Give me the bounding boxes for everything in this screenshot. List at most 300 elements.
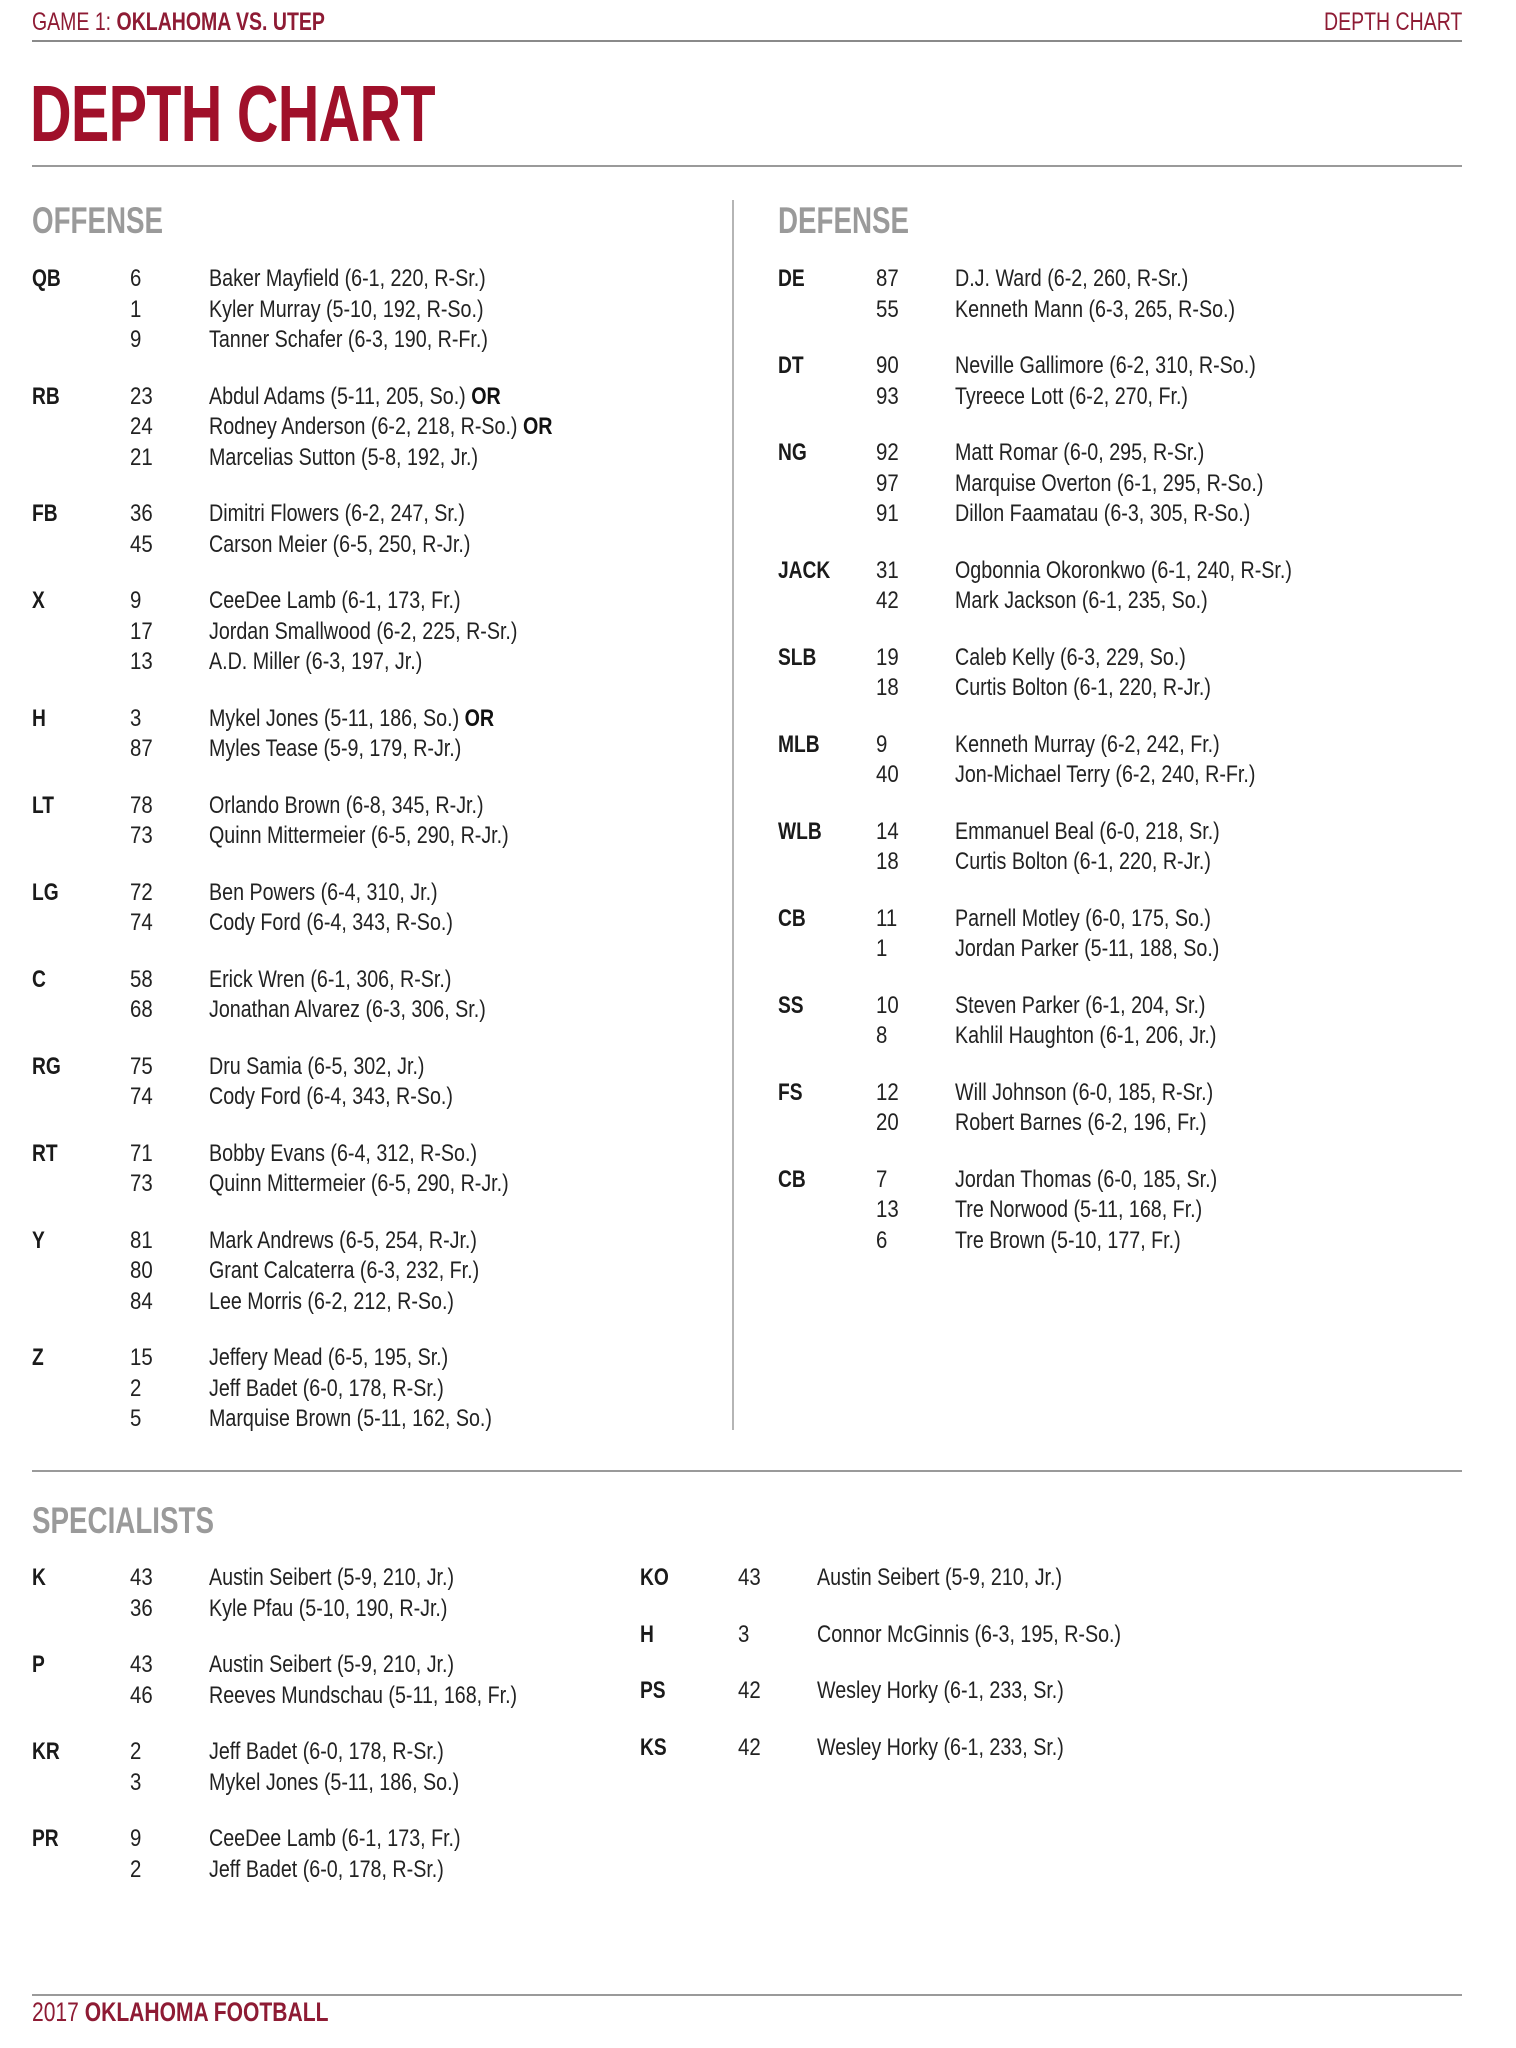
player-name-text: Jeffery Mead (6-5, 195, Sr.) (209, 1344, 449, 1371)
player-row (778, 673, 1478, 704)
player-name-text: D.J. Ward (6-2, 260, R-Sr.) (955, 265, 1189, 292)
position-group (778, 991, 1478, 1052)
jersey-number: 97 (876, 469, 899, 497)
player-name-text: Ben Powers (6-4, 310, Jr.) (209, 878, 438, 906)
player-name-text: Myles Tease (5-9, 179, R-Jr.) (209, 735, 462, 762)
player-name-text: Tre Brown (5-10, 177, Fr.) (955, 1226, 1181, 1254)
jersey-number: 9 (876, 730, 888, 758)
player-name-text: Dimitri Flowers (6-2, 247, Sr.) (209, 500, 465, 527)
position-group (32, 965, 712, 1026)
position-group (778, 730, 1478, 791)
player-name-text: Ogbonnia Okoronkwo (6-1, 240, R-Sr.) (955, 556, 1292, 584)
player-row (778, 817, 1478, 848)
player-name-text: Parnell Motley (6-0, 175, So.) (955, 904, 1211, 932)
player-row (32, 647, 712, 678)
offense-heading: OFFENSE (32, 200, 164, 241)
jersey-number: 73 (130, 1170, 153, 1197)
player-name-text: Neville Gallimore (6-2, 310, R-So.) (955, 352, 1256, 379)
position-label: H (640, 1620, 654, 1648)
player-name-text: Jeff Badet (6-0, 178, R-Sr.) (209, 1855, 444, 1883)
player-row (778, 1195, 1478, 1226)
player-name-text: Rodney Anderson (6-2, 218, R-So.) (209, 413, 518, 440)
player-name (209, 1404, 492, 1435)
position-label: FS (778, 1078, 803, 1106)
jersey-number: 55 (876, 295, 899, 323)
position-group (32, 1139, 712, 1200)
defense-heading: DEFENSE (778, 200, 910, 241)
position-group (778, 643, 1478, 704)
jersey-number: 31 (876, 556, 899, 584)
player-row (778, 847, 1478, 878)
or-marker: OR (471, 382, 501, 410)
position-label: KO (640, 1564, 669, 1591)
position-label: DT (778, 352, 804, 379)
player-name (955, 1021, 1216, 1052)
or-marker: OR (522, 413, 553, 440)
player-name-text: Kahlil Haughton (6-1, 206, Jr.) (955, 1022, 1217, 1049)
jersey-number: 43 (738, 1564, 761, 1591)
player-name (209, 1855, 444, 1886)
player-name (209, 1681, 517, 1712)
player-row (32, 443, 712, 474)
footer-brand: OKLAHOMA FOOTBALL (84, 1997, 329, 2027)
player-row (778, 1165, 1478, 1196)
jersey-number: 91 (876, 500, 899, 527)
jersey-number: 73 (130, 822, 153, 849)
position-label: DE (778, 265, 805, 292)
player-name (209, 734, 461, 765)
player-name (209, 586, 461, 617)
player-name (209, 1374, 444, 1405)
position-group (778, 351, 1478, 412)
player-row (32, 1824, 632, 1855)
footer (32, 1997, 328, 2028)
player-row (32, 1343, 712, 1374)
jersey-number: 5 (130, 1405, 142, 1432)
position-label: P (32, 1651, 45, 1678)
jersey-number: 15 (130, 1344, 153, 1371)
player-name-text: Jeff Badet (6-0, 178, R-Sr.) (209, 1374, 444, 1402)
player-name (209, 617, 517, 648)
player-name (955, 643, 1186, 674)
player-name-text: Austin Seibert (5-9, 210, Jr.) (209, 1564, 455, 1591)
player-name-text: Matt Romar (6-0, 295, R-Sr.) (955, 439, 1205, 466)
player-name-text: Steven Parker (6-1, 204, Sr.) (955, 991, 1206, 1019)
jersey-number: 90 (876, 352, 899, 379)
jersey-number: 18 (876, 674, 899, 701)
jersey-number: 71 (130, 1139, 153, 1167)
player-row (32, 264, 712, 295)
player-row (32, 325, 712, 356)
player-row (32, 412, 712, 443)
jersey-number: 36 (130, 500, 153, 527)
player-name-text: Orlando Brown (6-8, 345, R-Jr.) (209, 791, 484, 819)
player-name (209, 1256, 479, 1287)
player-row (32, 791, 712, 822)
jersey-number: 3 (130, 704, 142, 732)
player-row (32, 1737, 632, 1768)
position-group (32, 1052, 712, 1113)
jersey-number: 75 (130, 1052, 153, 1080)
player-name (955, 934, 1219, 965)
player-name (955, 586, 1208, 617)
player-name-text: CeeDee Lamb (6-1, 173, Fr.) (209, 1825, 461, 1852)
jersey-number: 14 (876, 817, 899, 845)
specialists-heading: SPECIALISTS (32, 1500, 214, 1541)
player-name (209, 878, 438, 909)
player-row (32, 499, 712, 530)
player-row (32, 1855, 632, 1886)
player-name (209, 1824, 461, 1855)
player-name-text: Tanner Schafer (6-3, 190, R-Fr.) (209, 326, 488, 353)
jersey-number: 42 (738, 1733, 761, 1761)
player-name-text: Will Johnson (6-0, 185, R-Sr.) (955, 1078, 1214, 1106)
player-row (778, 438, 1478, 469)
player-row (32, 1226, 712, 1257)
position-label: LG (32, 878, 59, 906)
position-group (32, 264, 712, 356)
player-name (209, 412, 552, 443)
jersey-number: 3 (130, 1768, 142, 1796)
player-name-text: Carson Meier (6-5, 250, R-Jr.) (209, 530, 471, 558)
player-name (209, 1563, 454, 1594)
jersey-number: 1 (130, 295, 142, 323)
player-row (32, 995, 712, 1026)
jersey-number: 87 (876, 265, 899, 292)
player-row (32, 295, 712, 326)
jersey-number: 74 (130, 909, 153, 936)
position-label: RG (32, 1052, 61, 1080)
jersey-number: 1 (876, 935, 888, 962)
jersey-number: 8 (876, 1022, 888, 1049)
position-label: SS (778, 991, 804, 1019)
player-name (955, 438, 1204, 469)
jersey-number: 24 (130, 413, 153, 440)
player-name (955, 847, 1211, 878)
player-name (209, 295, 484, 326)
player-row (32, 1139, 712, 1170)
player-name (955, 730, 1220, 761)
player-name (209, 382, 501, 413)
jersey-number: 21 (130, 443, 153, 471)
player-name-text: Grant Calcaterra (6-3, 232, Fr.) (209, 1257, 480, 1284)
player-name (209, 1082, 453, 1113)
section-label: DEPTH CHART (1323, 8, 1462, 36)
player-row (32, 1052, 712, 1083)
position-label: CB (778, 1165, 806, 1193)
position-label: H (32, 704, 46, 732)
player-name-text: Marquise Overton (6-1, 295, R-So.) (955, 469, 1264, 497)
player-row (32, 704, 712, 735)
player-name (955, 1195, 1202, 1226)
player-name (209, 1169, 509, 1200)
jersey-number: 80 (130, 1257, 153, 1284)
jersey-number: 3 (738, 1620, 750, 1648)
player-row (32, 1287, 712, 1318)
player-row (778, 904, 1478, 935)
player-name-text: Jon-Michael Terry (6-2, 240, R-Fr.) (955, 761, 1256, 788)
or-marker: OR (464, 704, 495, 732)
jersey-number: 7 (876, 1165, 888, 1193)
player-row (640, 1620, 1340, 1651)
position-group (640, 1563, 1340, 1594)
position-group (32, 1824, 632, 1885)
player-name-text: Emmanuel Beal (6-0, 218, Sr.) (955, 817, 1220, 845)
player-row (32, 1681, 632, 1712)
offense-list (32, 264, 712, 1435)
player-name-text: Abdul Adams (5-11, 205, So.) (209, 382, 466, 410)
game-label (32, 8, 325, 37)
title-divider (32, 165, 1462, 167)
position-label: RT (32, 1139, 58, 1167)
player-name (955, 295, 1235, 326)
player-name-text: Tyreece Lott (6-2, 270, Fr.) (955, 382, 1188, 410)
player-row (778, 1078, 1478, 1109)
position-label: KR (32, 1738, 60, 1765)
player-name-text: Bobby Evans (6-4, 312, R-So.) (209, 1139, 477, 1167)
position-group (32, 704, 712, 765)
player-name (209, 499, 465, 530)
player-name (209, 908, 453, 939)
jersey-number: 9 (130, 326, 142, 353)
jersey-number: 6 (130, 265, 142, 292)
player-name-text: Wesley Horky (6-1, 233, Sr.) (817, 1733, 1064, 1761)
player-name (209, 704, 494, 735)
player-name (209, 1343, 448, 1374)
player-row (778, 586, 1478, 617)
player-name (209, 1594, 447, 1625)
jersey-number: 42 (876, 587, 899, 614)
player-name (209, 1768, 459, 1799)
player-row (32, 1256, 712, 1287)
player-name-text: Reeves Mundschau (5-11, 168, Fr.) (209, 1681, 518, 1709)
position-group (32, 499, 712, 560)
player-name (955, 264, 1188, 295)
player-name-text: Marquise Brown (5-11, 162, So.) (209, 1405, 492, 1432)
player-name-text: Marcelias Sutton (5-8, 192, Jr.) (209, 443, 479, 471)
position-group (778, 438, 1478, 530)
player-row (778, 1226, 1478, 1257)
player-name-text: Jordan Thomas (6-0, 185, Sr.) (955, 1165, 1218, 1193)
player-row (778, 730, 1478, 761)
player-name-text: Caleb Kelly (6-3, 229, So.) (955, 643, 1186, 671)
position-label: SLB (778, 643, 817, 671)
player-name (209, 325, 488, 356)
player-row (778, 991, 1478, 1022)
player-row (32, 1169, 712, 1200)
jersey-number: 81 (130, 1226, 153, 1254)
position-group (32, 1343, 712, 1435)
player-name-text: Cody Ford (6-4, 343, R-So.) (209, 1083, 453, 1110)
player-row (32, 382, 712, 413)
player-row (778, 469, 1478, 500)
position-group (778, 264, 1478, 325)
jersey-number: 18 (876, 848, 899, 875)
player-name-text: Kyle Pfau (5-10, 190, R-Jr.) (209, 1594, 448, 1622)
player-name (955, 469, 1263, 500)
player-name-text: Robert Barnes (6-2, 196, Fr.) (955, 1109, 1207, 1136)
jersey-number: 74 (130, 1083, 153, 1110)
player-name (209, 1139, 477, 1170)
position-group (32, 1563, 632, 1624)
specialists-divider (32, 1470, 1462, 1472)
position-label: NG (778, 439, 807, 466)
player-row (32, 586, 712, 617)
jersey-number: 19 (876, 643, 899, 671)
player-name-text: Jonathan Alvarez (6-3, 306, Sr.) (209, 996, 486, 1023)
player-row (32, 1374, 712, 1405)
player-row (778, 295, 1478, 326)
player-name-text: Dru Samia (6-5, 302, Jr.) (209, 1052, 425, 1080)
jersey-number: 68 (130, 996, 153, 1023)
player-name (209, 965, 451, 996)
player-name (955, 760, 1255, 791)
player-name-text: Kenneth Murray (6-2, 242, Fr.) (955, 730, 1220, 758)
position-label: QB (32, 265, 61, 292)
player-row (778, 382, 1478, 413)
jersey-number: 13 (876, 1196, 899, 1223)
matchup: OKLAHOMA VS. UTEP (116, 8, 325, 36)
jersey-number: 20 (876, 1109, 899, 1136)
position-group (778, 904, 1478, 965)
player-name (817, 1676, 1064, 1707)
player-name (209, 264, 486, 295)
position-label: PR (32, 1825, 59, 1852)
jersey-number: 17 (130, 617, 153, 645)
jersey-number: 87 (130, 735, 153, 762)
player-row (778, 556, 1478, 587)
specialists-left-list (32, 1563, 632, 1885)
player-row (778, 1108, 1478, 1139)
player-row (32, 617, 712, 648)
player-row (640, 1733, 1340, 1764)
jersey-number: 84 (130, 1287, 153, 1315)
player-name (955, 991, 1205, 1022)
player-name-text: Jeff Badet (6-0, 178, R-Sr.) (209, 1738, 444, 1765)
position-group (32, 878, 712, 939)
specialists-right-list (640, 1563, 1340, 1763)
position-group (640, 1620, 1340, 1651)
player-name (955, 499, 1250, 530)
player-row (32, 1650, 632, 1681)
player-row (778, 760, 1478, 791)
player-row (32, 530, 712, 561)
jersey-number: 40 (876, 761, 899, 788)
player-name-text: Mykel Jones (5-11, 186, So.) (209, 1768, 460, 1796)
player-name-text: Kyler Murray (5-10, 192, R-So.) (209, 295, 484, 323)
position-group (640, 1676, 1340, 1707)
jersey-number: 72 (130, 878, 153, 906)
player-name-text: Jordan Smallwood (6-2, 225, R-Sr.) (209, 617, 518, 645)
position-label: X (32, 587, 45, 614)
player-row (32, 1768, 632, 1799)
position-group (32, 1650, 632, 1711)
jersey-number: 46 (130, 1681, 153, 1709)
player-row (778, 643, 1478, 674)
player-name (955, 1108, 1207, 1139)
player-name (817, 1563, 1062, 1594)
player-name-text: Jordan Parker (5-11, 188, So.) (955, 935, 1220, 962)
player-name-text: A.D. Miller (6-3, 197, Jr.) (209, 648, 423, 675)
jersey-number: 2 (130, 1855, 142, 1883)
player-name (209, 443, 478, 474)
jersey-number: 43 (130, 1651, 153, 1678)
player-row (32, 1563, 632, 1594)
player-row (778, 934, 1478, 965)
position-group (32, 586, 712, 678)
player-name (817, 1733, 1064, 1764)
position-label: MLB (778, 730, 820, 758)
player-name-text: Kenneth Mann (6-3, 265, R-So.) (955, 295, 1236, 323)
player-name (955, 904, 1211, 935)
defense-list (778, 264, 1478, 1256)
player-name-text: Austin Seibert (5-9, 210, Jr.) (817, 1564, 1063, 1591)
position-label: CB (778, 904, 806, 932)
jersey-number: 93 (876, 382, 899, 410)
position-group (778, 817, 1478, 878)
position-label: LT (32, 791, 55, 819)
player-row (640, 1563, 1340, 1594)
position-label: WLB (778, 817, 822, 845)
player-name-text: Mykel Jones (5-11, 186, So.) (209, 704, 460, 732)
player-name (955, 1078, 1213, 1109)
jersey-number: 10 (876, 991, 899, 1019)
player-name-text: Cody Ford (6-4, 343, R-So.) (209, 909, 453, 936)
player-name (955, 673, 1211, 704)
position-group (640, 1733, 1340, 1764)
player-name-text: Curtis Bolton (6-1, 220, R-Jr.) (955, 674, 1211, 701)
player-name (209, 1287, 454, 1318)
jersey-number: 43 (130, 1564, 153, 1591)
player-row (32, 734, 712, 765)
player-row (32, 1404, 712, 1435)
position-group (778, 556, 1478, 617)
player-row (778, 499, 1478, 530)
player-row (778, 1021, 1478, 1052)
player-name-text: Mark Jackson (6-1, 235, So.) (955, 587, 1208, 614)
position-group (32, 1737, 632, 1798)
player-name-text: Tre Norwood (5-11, 168, Fr.) (955, 1196, 1203, 1223)
jersey-number: 11 (876, 904, 898, 932)
player-name (209, 530, 470, 561)
position-group (778, 1165, 1478, 1257)
game-number: GAME 1: (32, 8, 112, 36)
jersey-number: 2 (130, 1738, 142, 1765)
position-label: K (32, 1564, 46, 1591)
position-label: FB (32, 500, 58, 527)
position-group (32, 791, 712, 852)
position-group (778, 1078, 1478, 1139)
player-name-text: Baker Mayfield (6-1, 220, R-Sr.) (209, 265, 486, 292)
player-row (32, 878, 712, 909)
jersey-number: 6 (876, 1226, 888, 1254)
player-name (209, 1052, 424, 1083)
player-name-text: Austin Seibert (5-9, 210, Jr.) (209, 1651, 455, 1678)
player-name-text: Quinn Mittermeier (6-5, 290, R-Jr.) (209, 822, 509, 849)
player-row (778, 264, 1478, 295)
jersey-number: 9 (130, 1825, 142, 1852)
player-name-text: CeeDee Lamb (6-1, 173, Fr.) (209, 587, 461, 614)
player-name (209, 1226, 477, 1257)
player-row (32, 821, 712, 852)
position-label: C (32, 965, 46, 993)
player-name (209, 1737, 444, 1768)
position-label: Z (32, 1344, 44, 1371)
player-name (955, 382, 1188, 413)
jersey-number: 36 (130, 1594, 153, 1622)
player-name-text: Wesley Horky (6-1, 233, Sr.) (817, 1677, 1064, 1704)
footer-divider (32, 1994, 1462, 1996)
